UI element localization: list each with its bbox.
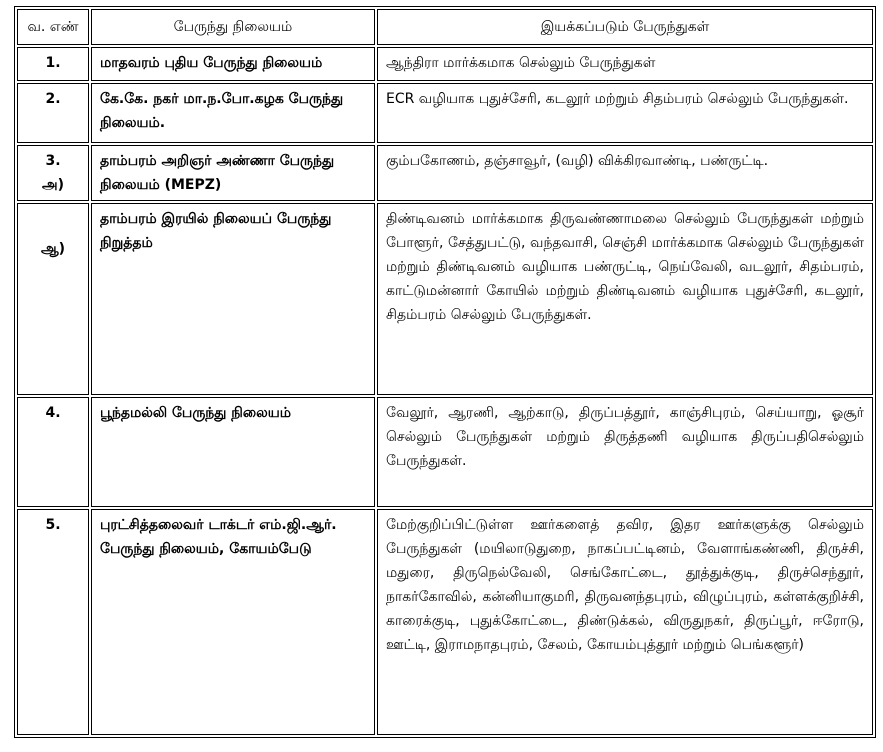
table-row: [17, 83, 873, 143]
routes-header: இயக்கப்படும் பேருந்துகள்: [377, 9, 873, 45]
bus-station-table: [14, 6, 876, 738]
station-cell: பூந்தமல்லி பேருந்து நிலையம்: [91, 397, 375, 507]
table-row: [17, 203, 873, 395]
serial-sub: ஆ): [40, 241, 66, 257]
station-cell: தாம்பரம் அறிஞர் அண்ணா பேருந்து நிலையம் (MEPZ): [91, 145, 375, 201]
serial-cell: 1.: [17, 47, 89, 81]
serial-number: 3.: [45, 153, 61, 169]
serial-cell: [17, 145, 89, 201]
serial-cell: [17, 203, 89, 395]
serial-cell: 5.: [17, 509, 89, 735]
routes-cell: மேற்குறிப்பிட்டுள்ள ஊர்களைத் தவிர, இதர ஊர்களுக்கு செல்லும் பேருந்துகள் (மயிலாடுதுறை, நாகப்பட்டினம், வேளாங்கண்ணி, திருச்சி, மதுரை, திருநெல்வேலி, செங்கோட்டை, தூத்துக்குடி, திருச்செந்தூர், நாகர்கோவில், கன்னியாகுமரி, திருவனந்தபுரம், விழுப்புரம், கள்ளக்குறிச்சி, காரைக்குடி, புதுக்கோட்டை, திண்டுக்கல், விருதுநகர், திருப்பூர், ஈரோடு, ஊட்டி, இராமநாதபுரம், சேலம், கோயம்புத்தூர் மற்றும் பெங்களூர்): [377, 509, 873, 735]
routes-cell: ஆந்திரா மார்க்கமாக செல்லும் பேருந்துகள்: [377, 47, 873, 81]
routes-cell: திண்டிவனம் மார்க்கமாக திருவண்ணாமலை செல்லும் பேருந்துகள் மற்றும் போளூர், சேத்துபட்டு, வந்தவாசி, செஞ்சி மார்க்கமாக செல்லும் பேருந்துகள் மற்றும் திண்டிவனம் வழியாக பண்ருட்டி, நெய்வேலி, வடலூர், சிதம்பரம், காட்டுமன்னார் கோயில் மற்றும் திண்டிவனம் வழியாக புதுச்சேரி, கடலூர், சிதம்பரம் செல்லும் பேருந்துகள்.: [377, 203, 873, 395]
table-row: [17, 145, 873, 201]
station-cell: மாதவரம் புதிய பேருந்து நிலையம்: [91, 47, 375, 81]
routes-cell: கும்பகோணம், தஞ்சாவூர், (வழி) விக்கிரவாண்டி, பண்ருட்டி.: [377, 145, 873, 201]
table-row: [17, 397, 873, 507]
serial-cell: 4.: [17, 397, 89, 507]
routes-cell: ECR வழியாக புதுச்சேரி, கடலூர் மற்றும் சிதம்பரம் செல்லும் பேருந்துகள்.: [377, 83, 873, 143]
serial-header: வ. எண்: [17, 9, 89, 45]
station-header: பேருந்து நிலையம்: [91, 9, 375, 45]
station-cell: தாம்பரம் இரயில் நிலையப் பேருந்து நிறுத்தம்: [91, 203, 375, 395]
serial-cell: 2.: [17, 83, 89, 143]
station-cell: புரட்சித்தலைவர் டாக்டர் எம்.ஜி.ஆர். பேருந்து நிலையம், கோயம்பேடு: [91, 509, 375, 735]
station-cell: கே.கே. நகர் மா.ந.போ.கழக பேருந்து நிலையம்.: [91, 83, 375, 143]
serial-sub: அ): [42, 177, 64, 193]
table-header-row: [17, 9, 873, 45]
table-row: [17, 509, 873, 735]
table-row: [17, 47, 873, 81]
routes-cell: வேலூர், ஆரணி, ஆற்காடு, திருப்பத்தூர், காஞ்சிபுரம், செய்யாறு, ஓசூர் செல்லும் பேருந்துகள் மற்றும் திருத்தணி வழியாக திருப்பதிசெல்லும் பேருந்துகள்.: [377, 397, 873, 507]
